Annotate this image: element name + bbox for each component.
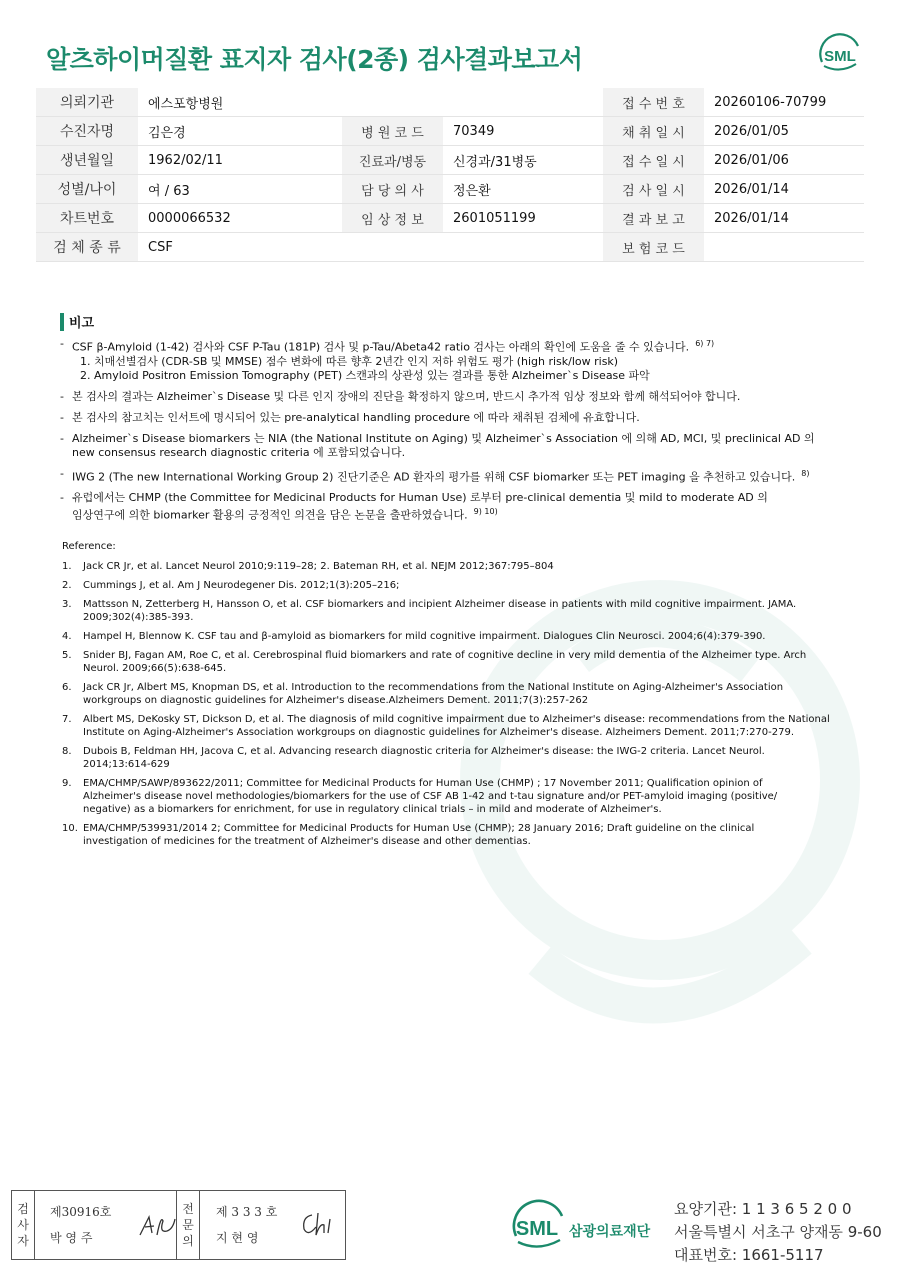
footer-code: 요양기관: 1 1 3 6 5 2 0 0	[674, 1200, 852, 1218]
inspector-signature	[137, 1211, 177, 1241]
info-value: CSF	[138, 233, 342, 262]
remark-item: - 본 검사의 참고치는 인서트에 명시되어 있는 pre-analytical handling procedure 에 따라 채취된 검체에 유효합니다.	[60, 411, 840, 425]
footer-phone: 대표번호: 1661-5117	[674, 1246, 824, 1264]
sml-logo	[818, 32, 862, 76]
info-value: 에스포항병원	[138, 88, 342, 117]
reference-number: 3.	[62, 599, 72, 610]
info-label: 성별/나이	[36, 175, 138, 204]
info-label: 보 험 코 드	[603, 233, 704, 262]
report-title: 알츠하이머질환 표지자 검사(2종) 검사결과보고서	[46, 45, 583, 74]
info-row	[36, 88, 864, 117]
info-value: 20260106-70799	[704, 88, 864, 117]
remark-citation: 6) 7)	[695, 339, 715, 348]
info-label: 접 수 번 호	[603, 88, 704, 117]
remark-subitem: 2. Amyloid Positron Emission Tomography (PET) 스캔과의 상관성 있는 결과를 통한 Alzheimer`s Disease 파악	[80, 368, 650, 382]
reference-number: 6.	[62, 682, 72, 693]
remark-text: IWG 2 (The new International Working Group 2) 진단기준은 AD 환자의 평가를 위해 CSF biomarker 또는 PET imaging 을 추천하고 있습니다.	[72, 470, 796, 484]
info-value	[443, 88, 603, 117]
references-title: Reference:	[62, 541, 116, 552]
remark-text: CSF β-Amyloid (1-42) 검사와 CSF P-Tau (181P) 검사 및 p-Tau/Abeta42 ratio 검사는 아래의 확인에 도움을 줄 수 있습니다.	[72, 340, 690, 354]
info-label: 의뢰기관	[36, 88, 138, 117]
reference-number: 8.	[62, 746, 72, 757]
info-value	[443, 233, 603, 262]
reference-item	[62, 579, 832, 592]
remarks-title: 비고	[69, 316, 95, 331]
reference-text: Cummings J, et al. Am J Neurodegener Dis. 2012;1(3):205–216;	[83, 580, 400, 591]
reference-number: 9.	[62, 778, 72, 789]
sml-logo-text: SML	[824, 48, 856, 65]
reference-text: 2009;302(4):385-393.	[83, 612, 194, 623]
info-label: 병 원 코 드	[342, 117, 443, 146]
info-label: 담 당 의 사	[342, 175, 443, 204]
remark-citation: 8)	[801, 468, 810, 478]
reference-text: EMA/CHMP/539931/2014 2; Committee for Medicinal Products for Human Use (CHMP); 28 January 2016; Draft guideline on the clinical	[83, 823, 755, 834]
info-row	[36, 233, 864, 262]
specialist-license: 제 3 3 3 호	[216, 1205, 278, 1219]
reference-item	[62, 745, 832, 771]
reference-text: 2014;13:614-629	[83, 759, 170, 770]
reference-text: Neurol. 2009;66(5):638-645.	[83, 663, 227, 674]
remark-text: 본 검사의 결과는 Alzheimer`s Disease 및 다른 인지 장애의 진단을 확정하지 않으며, 반드시 추가적 임상 정보와 함께 해석되어야 합니다.	[72, 389, 741, 403]
specialist-label: 전 문 의	[177, 1191, 200, 1259]
reference-text: Hampel H, Blennow K. CSF tau and β-amyloid as biomarkers for mild cognitive impairment. Dialogues Clin Neurosci. 2004;6(4):379-390.	[83, 631, 766, 642]
remark-text: 임상연구에 의한 biomarker 활용의 긍정적인 의견을 담은 논문을 출판하였습니다.	[72, 508, 468, 522]
references-section	[62, 541, 832, 854]
inspector-name: 박 영 주	[50, 1231, 93, 1245]
info-label	[342, 88, 443, 117]
info-label: 생년월일	[36, 146, 138, 175]
specialist-signature	[300, 1209, 340, 1239]
reference-number: 7.	[62, 714, 72, 725]
reference-item	[62, 822, 832, 848]
remark-subitem: 1. 치매선별검사 (CDR-SB 및 MMSE) 점수 변화에 따른 향후 2년간 인지 저하 위험도 평가 (high risk/low risk)	[80, 354, 619, 368]
reference-text: workgroups on diagnostic guidelines for Alzheimer's disease.Alzheimers Dement. 2011;7(3):257-262	[83, 695, 589, 706]
remark-text: Alzheimer`s Disease biomarkers 는 NIA (the National Institute on Aging) 및 Alzheimer`s Association 에 의해 AD, MCI, 및 preclinical AD 의	[72, 431, 815, 445]
remarks-section	[60, 312, 840, 530]
footer-contact	[674, 1198, 882, 1267]
info-label: 결 과 보 고	[603, 204, 704, 233]
info-value: 여 / 63	[138, 175, 342, 204]
info-label: 검 사 일 시	[603, 175, 704, 204]
reference-item	[62, 681, 832, 707]
info-value	[704, 233, 864, 262]
remarks-accent-bar	[60, 313, 64, 331]
reference-text: Alzheimer's disease novel methodologies/biomarkers for the use of CSF AB 1-42 and t-tau signature and/or PET-amyloid imaging (positive/	[83, 791, 778, 802]
reference-item	[62, 560, 832, 573]
footer-org-name: 삼광의료재단	[569, 1224, 651, 1240]
specialist-name: 지 현 영	[216, 1231, 259, 1245]
info-value: 2601051199	[443, 204, 603, 233]
remark-text: 유럽에서는 CHMP (the Committee for Medicinal Products for Human Use) 로부터 pre-clinical dementia 및 mild to moderate AD 의	[72, 491, 768, 505]
remark-item: - 본 검사의 결과는 Alzheimer`s Disease 및 다른 인지 장애의 진단을 확정하지 않으며, 반드시 추가적 임상 정보와 함께 해석되어야 합니다.	[60, 390, 840, 404]
info-label: 진료과/병동	[342, 146, 443, 175]
remark-item: - CSF β-Amyloid (1-42) 검사와 CSF P-Tau (181P) 검사 및 p-Tau/Abeta42 ratio 검사는 아래의 확인에 도움을 줄 수 있습니다. $^{6) 7)}$ 1. 치매선별검사 (CDR-SB 및 MMSE) 점수 변화에 따른 향후 2년간 인지 저하 위험도 평가 (high risk/low risk) 2. Amyloid Positron Emission Tomography (PET) 스캔과의 상관성 있는 결과를 통한 Alzheimer`s Disease 파악	[60, 337, 840, 383]
reference-text: investigation of medicines for the treatment of Alzheimer's disease and other dementias.	[83, 836, 531, 847]
footer-sml-logo-text: SML	[515, 1218, 559, 1240]
reference-text: Dubois B, Feldman HH, Jacova C, et al. Advancing research diagnostic criteria for Alzheimer's disease: the IWG-2 criteria. Lancet Neurol.	[83, 746, 765, 757]
info-label: 임 상 정 보	[342, 204, 443, 233]
footer-address: 서울특별시 서초구 양재동 9-60	[674, 1223, 882, 1241]
info-value: 김은경	[138, 117, 342, 146]
info-label: 채 취 일 시	[603, 117, 704, 146]
reference-text: Albert MS, DeKosky ST, Dickson D, et al. The diagnosis of mild cognitive impairment due to Alzheimer's disease: recommendations from the National	[83, 714, 830, 725]
reference-text: EMA/CHMP/SAWP/893622/2011; Committee for Medicinal Products for Human Use (CHMP) ; 17 November 2011; Qualification opinion of	[83, 778, 763, 789]
remark-citation: 9) 10)	[473, 507, 498, 517]
signature-box	[11, 1190, 346, 1260]
inspector-license: 제30916호	[50, 1205, 112, 1219]
info-row	[36, 146, 864, 175]
info-value: 2026/01/14	[704, 175, 864, 204]
reference-number: 5.	[62, 650, 72, 661]
info-label: 수진자명	[36, 117, 138, 146]
info-label: 접 수 일 시	[603, 146, 704, 175]
reference-number: 4.	[62, 631, 72, 642]
reference-item	[62, 630, 832, 643]
info-value: 신경과/31병동	[443, 146, 603, 175]
info-row	[36, 175, 864, 204]
reference-text: Jack CR Jr, et al. Lancet Neurol 2010;9:119–28; 2. Bateman RH, et al. NEJM 2012;367:795–804	[83, 561, 554, 572]
reference-number: 2.	[62, 580, 72, 591]
reference-item	[62, 777, 832, 816]
reference-item	[62, 649, 832, 675]
reference-number: 1.	[62, 561, 72, 572]
reference-text: Snider BJ, Fagan AM, Roe C, et al. Cerebrospinal fluid biomarkers and rate of cognitive decline in very mild dementia of the Alzheimer type. Arch	[83, 650, 807, 661]
reference-text: Jack CR Jr, Albert MS, Knopman DS, et al. Introduction to the recommendations from the National Institute on Aging-Alzheimer's Association	[83, 682, 784, 693]
reference-text: Mattsson N, Zetterberg H, Hansson O, et al. CSF biomarkers and incipient Alzheimer disease in patients with mild cognitive impairment. JAMA.	[83, 599, 797, 610]
reference-text: negative) as a biomarkers for enrichment, for use in regulatory clinical trials – in mild and moderate of Alzheimer's.	[83, 804, 662, 815]
info-label: 검 체 종 류	[36, 233, 138, 262]
reference-item	[62, 598, 832, 624]
reference-item	[62, 713, 832, 739]
info-value: 2026/01/05	[704, 117, 864, 146]
info-row	[36, 117, 864, 146]
remark-text: 본 검사의 참고치는 인서트에 명시되어 있는 pre-analytical handling procedure 에 따라 채취된 검체에 유효합니다.	[72, 410, 640, 424]
info-label	[342, 233, 443, 262]
patient-info-table	[36, 88, 864, 262]
info-value: 70349	[443, 117, 603, 146]
remark-item: - IWG 2 (The new International Working Group 2) 진단기준은 AD 환자의 평가를 위해 CSF biomarker 또는 PET imaging 을 추천하고 있습니다. $^{8)}$	[60, 466, 810, 484]
info-row	[36, 204, 864, 233]
inspector-label: 검 사 자	[12, 1191, 35, 1259]
info-value: 0000066532	[138, 204, 342, 233]
info-value: 1962/02/11	[138, 146, 342, 175]
info-value: 정은환	[443, 175, 603, 204]
reference-text: Institute on Aging-Alzheimer's Association workgroups on diagnostic guidelines for Alzheimer's disease. Alzheimers Dement. 2011;7:270-279.	[83, 727, 795, 738]
remark-text: new consensus research diagnostic criteria 에 포함되었습니다.	[72, 445, 406, 459]
remark-item: - 유럽에서는 CHMP (the Committee for Medicinal Products for Human Use) 로부터 pre-clinical dementia 및 mild to moderate AD 의 임상연구에 의한 biomarker 활용의 긍정적인 의견을 담은 논문을 출판하였습니다. $^{9) 10)}$	[60, 491, 840, 523]
info-value: 2026/01/14	[704, 204, 864, 233]
footer-sml-logo	[510, 1198, 568, 1260]
remark-item: - Alzheimer`s Disease biomarkers 는 NIA (the National Institute on Aging) 및 Alzheimer`s Association 에 의해 AD, MCI, 및 preclinical AD 의 new consensus research diagnostic criteria 에 포함되었습니다.	[60, 432, 840, 460]
info-label: 차트번호	[36, 204, 138, 233]
reference-number: 10.	[62, 823, 78, 834]
info-value: 2026/01/06	[704, 146, 864, 175]
